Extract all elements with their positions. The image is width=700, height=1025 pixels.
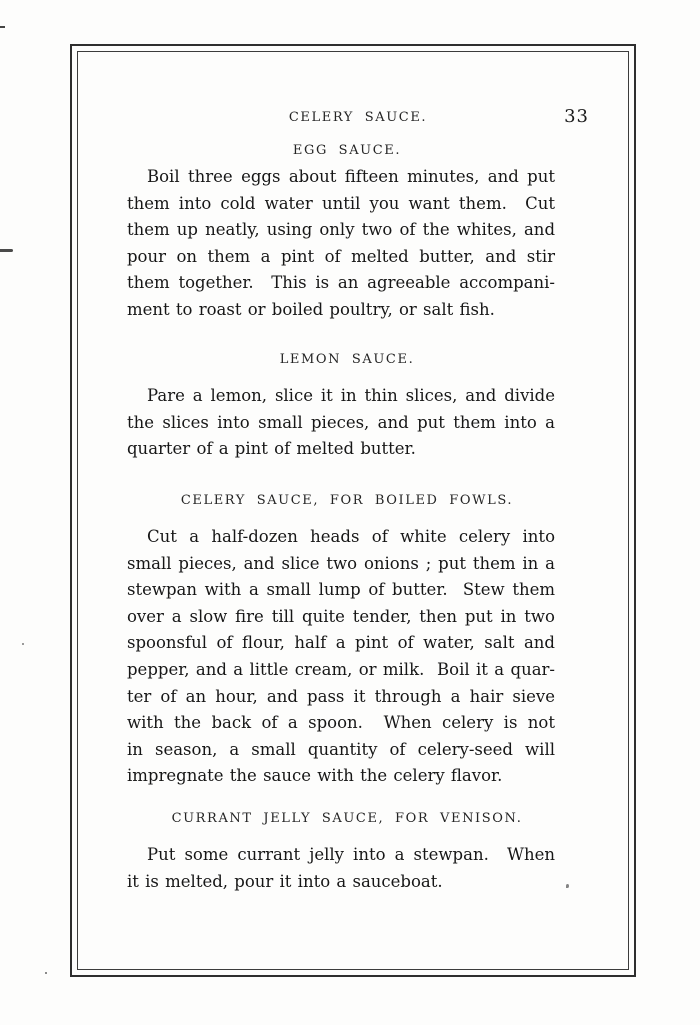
text-line: Pare a lemon, slice it in thin slices, and divide [147,386,555,405]
text-line: it is melted, pour it into a sauceboat. [127,871,443,891]
text-line: the slices into small pieces, and put them into a [127,412,555,432]
page-number: 33 [564,106,589,127]
section-heading: LEMON SAUCE. [279,352,415,367]
section-heading: EGG SAUCE. [292,143,402,158]
recipe-paragraph [127,524,555,790]
text-line: spoonsful of flour, half a pint of water, salt and [127,633,555,653]
running-header-title: CELERY SAUCE. [288,110,428,125]
recipe-paragraph [127,383,555,463]
text-line: pepper, and a little cream, or milk. Boil it a quar- [127,659,555,679]
scan-artifact [0,249,13,252]
text-line: quarter of a pint of melted butter. [127,439,416,459]
text-line: Boil three eggs about fifteen minutes, and put [147,167,555,186]
text-line: small pieces, and slice two onions ; put them in a [127,553,555,573]
text-line: them into cold water until you want them. Cut [127,193,555,213]
section-heading: CURRANT JELLY SAUCE, FOR VENISON. [171,811,523,826]
text-line: them together. This is an agreeable accompani- [127,273,555,293]
scan-artifact [0,26,5,28]
text-line: Put some currant jelly into a stewpan. When [147,845,555,864]
text-line: impregnate the sauce with the celery flavor. [127,766,503,786]
text-line: stewpan with a small lump of butter. Stew them [127,580,555,600]
text-line: ter of an hour, and pass it through a hair sieve [127,686,555,706]
text-line: ment to roast or boiled poultry, or salt fish. [127,299,495,319]
scan-artifact [45,972,47,974]
text-line: over a slow fire till quite tender, then put in two [127,606,555,626]
text-line: in season, a small quantity of celery-seed will [127,739,555,759]
recipe-paragraph [127,164,555,324]
text-line: pour on them a pint of melted butter, and stir [127,246,555,266]
running-header [127,106,589,130]
section-heading: CELERY SAUCE, FOR BOILED FOWLS. [180,493,514,508]
text-line: them up neatly, using only two of the whites, and [127,220,555,240]
recipe-paragraph [127,842,555,895]
text-line: Cut a half-dozen heads of white celery into [147,527,555,546]
scan-artifact [22,643,24,645]
text-line: with the back of a spoon. When celery is not [127,713,555,733]
scan-artifact [566,884,569,888]
